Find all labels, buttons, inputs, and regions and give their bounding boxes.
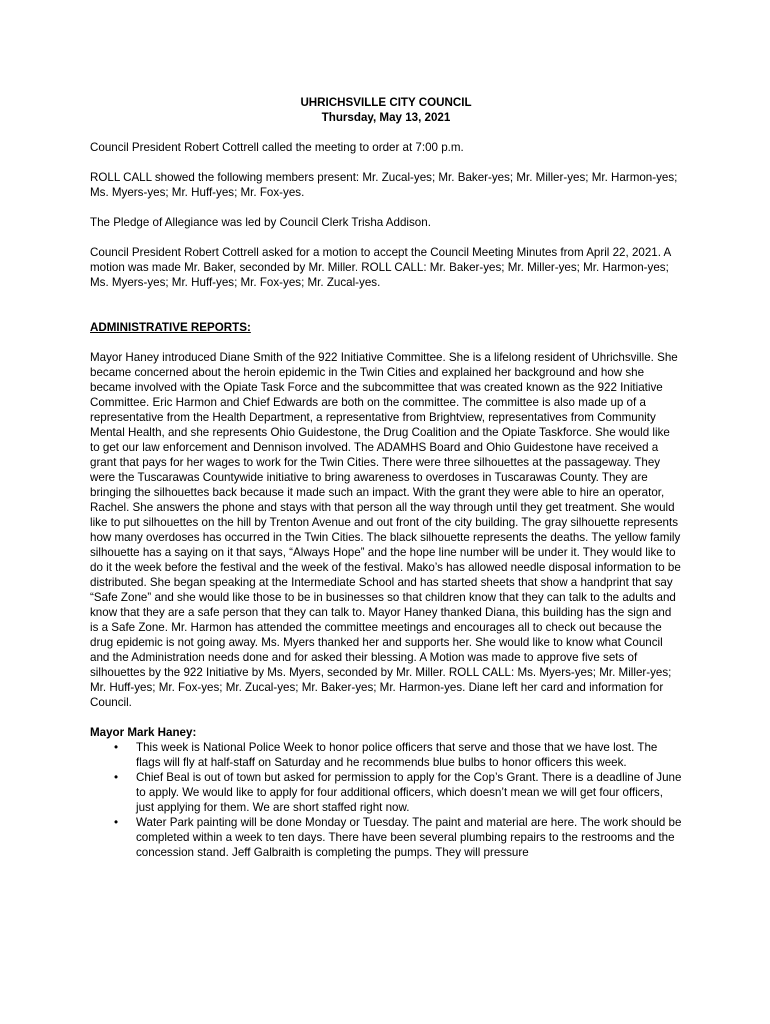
document-content — [90, 95, 682, 860]
bullet-icon: • — [114, 741, 119, 754]
mayor-heading: Mayor Mark Haney: — [90, 726, 197, 739]
list-item — [90, 740, 682, 770]
list-item — [90, 815, 682, 860]
bullet-icon: • — [114, 771, 119, 784]
list-item-text: Chief Beal is out of town but asked for permission to apply for the Cop’s Grant. There is a deadline of June to apply. We would like to apply for four additional officers, which doesn’t mean we will get four officers, just applying for them. We are short staffed right now. — [136, 771, 682, 814]
administrative-reports-body: Mayor Haney introduced Diane Smith of the 922 Initiative Committee. She is a lifelong resident of Uhrichsville. She became concerned about the heroin epidemic in the Twin Cities and explained her background and how she became involved with the Opiate Task Force and the subcommittee that was created known as the 922 Initiative Committee. Eric Harmon and Chief Edwards are both on the committee. The committee is also made up of a representative from the Health Department, a representative from Brightview, representatives from Community Mental Health, and she represents Ohio Guidestone, the Drug Coalition and the Opiate Taskforce. She would like to get our law enforcement and Dennison involved. The ADAMHS Board and Ohio Guidestone have received a grant that pays for her wages to work for the Twin Cities. There were three silhouettes at the passageway. They were the Tuscarawas Countywide initiative to bring awareness to overdoses in Tuscarawas County. They are bringing the silhouettes back because it made such an impact. With the grant they were able to hire an operator, Rachel. She answers the phone and stays with that person all the way through until they get treatment. She would like to put silhouettes on the hill by Trenton Avenue and out front of the city building. The gray silhouette represents how many overdoses has occurred in the Twin Cities. The black silhouette represents the deaths. The yellow family silhouette has a saying on it that says, “Always Hope” and the hope line number will be under it. They would like to do it the week before the festival and the week of the festival. Mako’s has allowed needle disposal information to be distributed. She began speaking at the Intermediate School and has started sheets that show a handprint that say “Safe Zone” and she would like those to be in businesses so that children know that they can talk to the adults and know that they are a safe person that they can talk to. Mayor Haney thanked Diana, this building has the sign and is a Safe Zone. Mr. Harmon has attended the committee meetings and encourages all to check out because the drug epidemic is not going away. Ms. Myers thanked her and supports her. She would like to know what Council and the Administration needs done and for asked their blessing. A Motion was made to approve five sets of silhouettes by the 922 Initiative by Ms. Myers, seconded by Mr. Miller. ROLL CALL: Ms. Myers-yes; Mr. Miller-yes; Mr. Huff-yes; Mr. Fox-yes; Mr. Zucal-yes; Mr. Baker-yes; Mr. Harmon-yes. Diane left her card and information for Council. — [90, 351, 681, 709]
administrative-reports-heading: ADMINISTRATIVE REPORTS: — [90, 321, 251, 334]
list-item — [90, 770, 682, 815]
bullet-icon: • — [114, 816, 119, 829]
document-title: UHRICHSVILLE CITY COUNCIL — [300, 96, 472, 109]
mayor-report-list — [90, 740, 682, 860]
roll-call-paragraph: ROLL CALL showed the following members present: Mr. Zucal-yes; Mr. Baker-yes; Mr. Miller-yes; Mr. Harmon-yes; Ms. Myers-yes; Mr. Huff-yes; Mr. Fox-yes. — [90, 171, 678, 199]
pledge-paragraph: The Pledge of Allegiance was led by Council Clerk Trisha Addison. — [90, 216, 431, 229]
meeting-date: Thursday, May 13, 2021 — [321, 111, 451, 124]
minutes-motion-paragraph: Council President Robert Cottrell asked for a motion to accept the Council Meeting Minutes from April 22, 2021. A motion was made Mr. Baker, seconded by Mr. Miller. ROLL CALL: Mr. Baker-yes; Mr. Miller-yes; Mr. Harmon-yes; Ms. Myers-yes; Mr. Huff-yes; Mr. Fox-yes; Mr. Zucal-yes. — [90, 246, 671, 289]
list-item-text: This week is National Police Week to honor police officers that serve and those that we have lost. The flags will fly at half-staff on Saturday and he recommends blue bulbs to honor officers this week. — [136, 741, 658, 769]
list-item-text: Water Park painting will be done Monday or Tuesday. The paint and material are here. The work should be completed within a week to ten days. There have been several plumbing repairs to the restrooms and the concession stand. Jeff Galbraith is completing the pumps. They will pressure — [136, 816, 682, 859]
call-to-order-paragraph: Council President Robert Cottrell called the meeting to order at 7:00 p.m. — [90, 141, 464, 154]
